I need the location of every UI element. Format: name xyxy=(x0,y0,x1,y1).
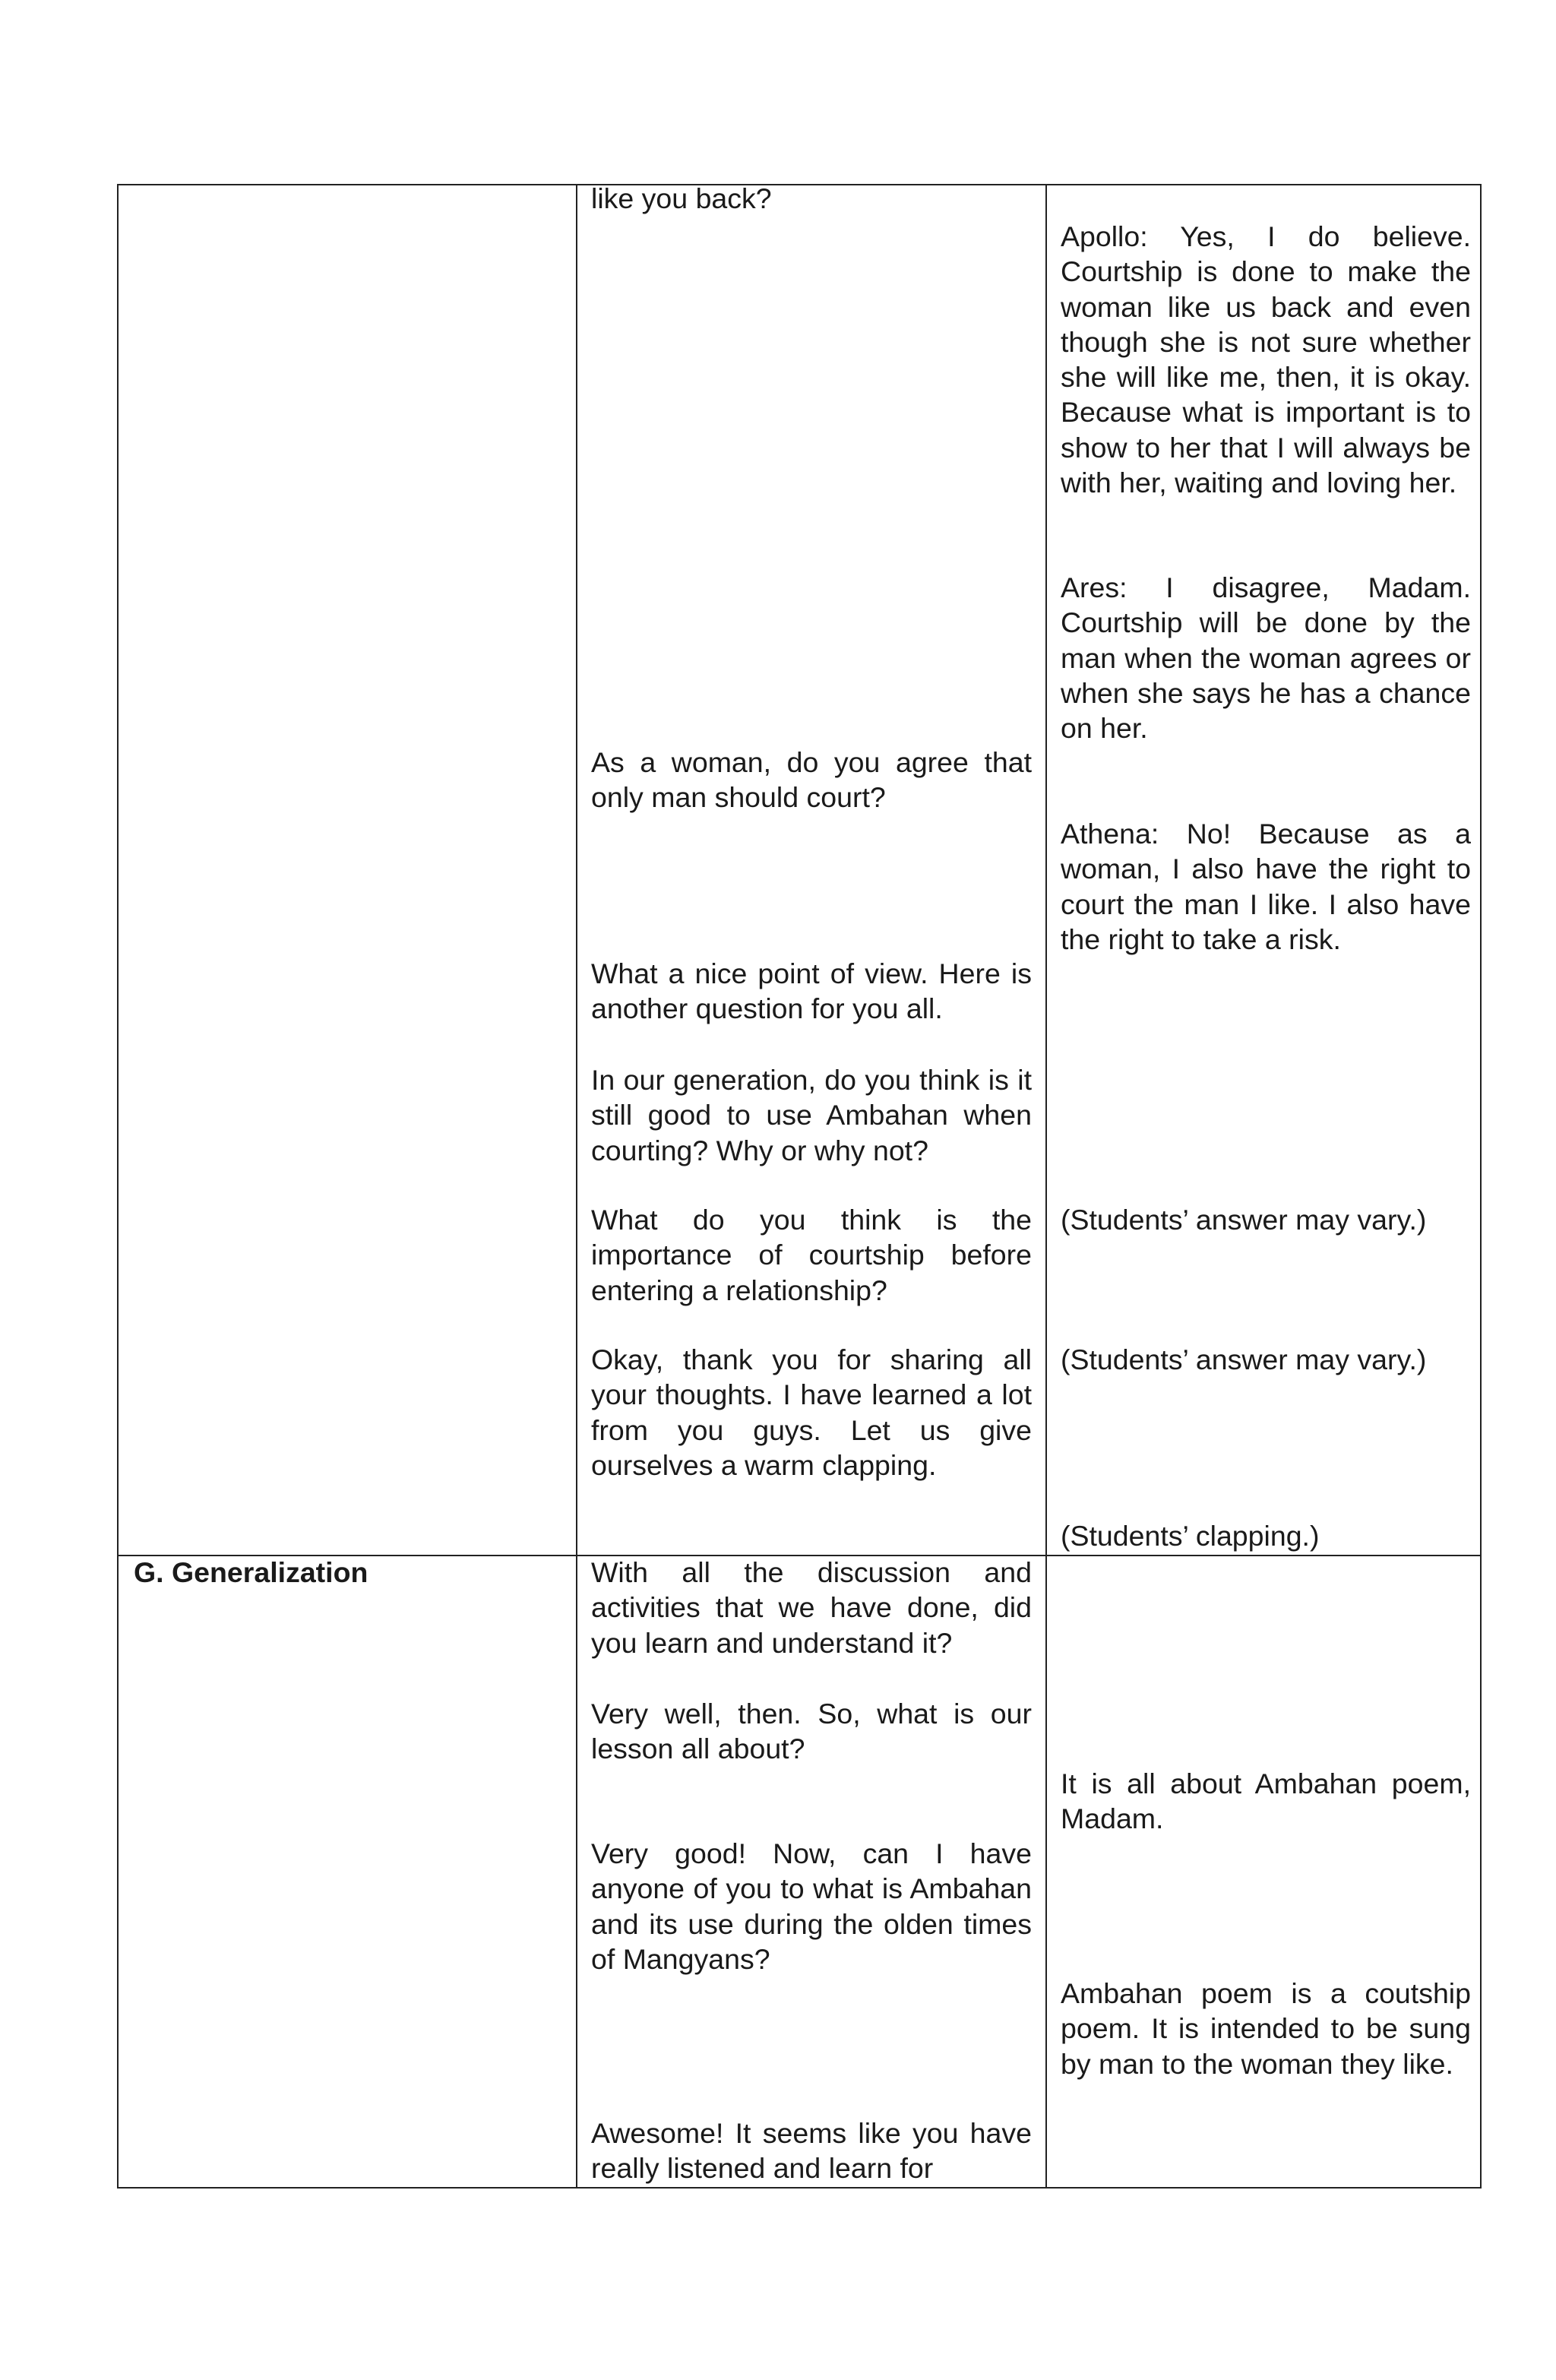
teacher-text: Very well, then. So, what is our lesson all about? xyxy=(591,1698,1032,1765)
teacher-text: In our generation, do you think is it still good to use Ambahan when courting? Why or why not? xyxy=(591,1064,1032,1166)
student-response: Ambahan poem is a coutship poem. It is intended to be sung by man to the woman they like. xyxy=(1061,1977,1471,2080)
column-divider-right xyxy=(1045,185,1047,2187)
student-response: It is all about Ambahan poem, Madam. xyxy=(1061,1768,1471,1835)
student-response: (Students’ answer may vary.) xyxy=(1061,1204,1427,1236)
teacher-text: Awesome! It seems like you have really listened and learn for xyxy=(591,2117,1032,2185)
teacher-text: What do you think is the importance of courtship before entering a relationship? xyxy=(591,1204,1032,1306)
column-divider-left xyxy=(576,185,577,2187)
student-response: (Students’ answer may vary.) xyxy=(1061,1343,1427,1375)
student-response: Apollo: Yes, I do believe. Courtship is done to make the woman like us back and even though she is not sure whether she will like me, then, it is okay. Because what is important is to show to her that I will always be with her, waiting and loving her. xyxy=(1061,220,1471,499)
teacher-text: Okay, thank you for sharing all your thoughts. I have learned a lot from you guys. Let us give ourselves a warm clapping. xyxy=(591,1343,1032,1481)
student-response: Ares: I disagree, Madam. Courtship will be done by the man when the woman agrees or when she says he has a chance on her. xyxy=(1061,571,1471,745)
section-label: G. Generalization xyxy=(134,1556,368,1588)
teacher-text: What a nice point of view. Here is another question for you all. xyxy=(591,957,1032,1025)
student-response: (Students’ clapping.) xyxy=(1061,1520,1320,1552)
lesson-plan-table xyxy=(117,184,1482,2189)
student-response: Athena: No! Because as a woman, I also have the right to court the man I like. I also have the right to take a risk. xyxy=(1061,818,1471,955)
teacher-text: As a woman, do you agree that only man should court? xyxy=(591,746,1032,814)
teacher-text: Very good! Now, can I have anyone of you to what is Ambahan and its use during the olden times of Mangyans? xyxy=(591,1837,1032,1975)
teacher-text: like you back? xyxy=(591,182,772,214)
teacher-text: With all the discussion and activities that we have done, did you learn and understand it? xyxy=(591,1556,1032,1659)
